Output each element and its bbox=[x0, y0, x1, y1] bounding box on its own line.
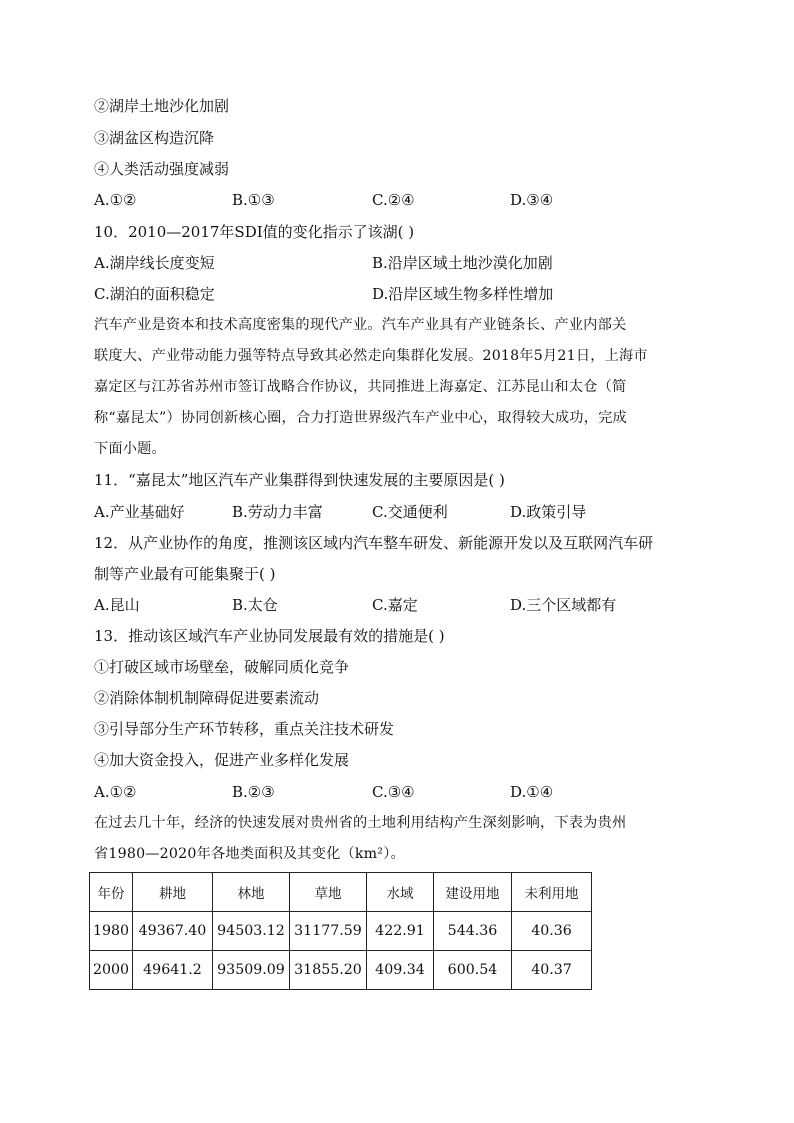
q10-option-a: A.湖岸线长度变短 bbox=[94, 254, 215, 272]
q12-option-a: A.昆山 bbox=[94, 596, 140, 614]
table-cell: 1980 bbox=[90, 912, 133, 951]
option-line-2: ②湖岸土地沙化加剧 bbox=[94, 97, 230, 115]
header-unused: 未利用地 bbox=[512, 873, 592, 912]
q13-option-c: C.③④ bbox=[372, 783, 415, 801]
option-line-3: ③湖盆区构造沉降 bbox=[94, 129, 215, 147]
q12-stem-line2: 制等产业最有可能集聚于( ) bbox=[94, 565, 276, 583]
header-water: 水域 bbox=[367, 873, 434, 912]
land-use-table bbox=[89, 872, 592, 990]
q13-stem: 13．推动该区域汽车产业协同发展最有效的措施是( ) bbox=[94, 627, 445, 645]
passage-line: 在过去几十年，经济的快速发展对贵州省的土地利用结构产生深刻影响，下表为贵州 bbox=[94, 815, 627, 831]
table-cell: 93509.09 bbox=[213, 951, 290, 990]
q12-option-b: B.太仓 bbox=[232, 596, 278, 614]
guizhou-passage bbox=[94, 808, 706, 870]
passage-line: 省1980—2020年各地类面积及其变化（km²）。 bbox=[94, 846, 405, 862]
table-cell: 31177.59 bbox=[290, 912, 367, 951]
q10-option-d: D.沿岸区域生物多样性增加 bbox=[372, 285, 554, 303]
header-forest: 林地 bbox=[213, 873, 290, 912]
q10-option-b: B.沿岸区域土地沙漠化加剧 bbox=[372, 254, 553, 272]
table-cell: 544.36 bbox=[434, 912, 512, 951]
table-cell: 409.34 bbox=[367, 951, 434, 990]
q13-option-d: D.①④ bbox=[510, 783, 554, 801]
table-cell: 40.36 bbox=[512, 912, 592, 951]
header-construction: 建设用地 bbox=[434, 873, 512, 912]
car-industry-passage bbox=[94, 310, 706, 465]
table-header-row bbox=[90, 873, 592, 912]
q9-option-b: B.①③ bbox=[232, 191, 275, 209]
q11-option-c: C.交通便利 bbox=[372, 503, 448, 521]
q13-option-a: A.①② bbox=[94, 783, 137, 801]
table-cell: 40.37 bbox=[512, 951, 592, 990]
q10-stem: 10．2010—2017年SDI值的变化指示了该湖( ) bbox=[94, 223, 415, 241]
q9-option-a: A.①② bbox=[94, 191, 137, 209]
q11-stem: 11．“嘉昆太”地区汽车产业集群得到快速发展的主要原因是( ) bbox=[94, 471, 505, 489]
table-cell: 49641.2 bbox=[133, 951, 213, 990]
q11-option-d: D.政策引导 bbox=[510, 503, 587, 521]
table-cell: 2000 bbox=[90, 951, 133, 990]
q12-option-c: C.嘉定 bbox=[372, 596, 418, 614]
table-cell: 422.91 bbox=[367, 912, 434, 951]
table-cell: 94503.12 bbox=[213, 912, 290, 951]
passage-line: 下面小题。 bbox=[94, 441, 166, 457]
passage-line: 汽车产业是资本和技术高度密集的现代产业。汽车产业具有产业链条长、产业内部关 bbox=[94, 317, 627, 333]
table-cell: 49367.40 bbox=[133, 912, 213, 951]
q9-option-d: D.③④ bbox=[510, 191, 554, 209]
table-cell: 31855.20 bbox=[290, 951, 367, 990]
passage-line: 嘉定区与江苏省苏州市签订战略合作协议，共同推进上海嘉定、江苏昆山和太仓（简 bbox=[94, 379, 627, 395]
header-year: 年份 bbox=[90, 873, 133, 912]
option-line-4: ④人类活动强度减弱 bbox=[94, 160, 230, 178]
header-grassland: 草地 bbox=[290, 873, 367, 912]
q12-stem-line1: 12．从产业协作的角度，推测该区域内汽车整车研发、新能源开发以及互联网汽车研 bbox=[94, 534, 654, 552]
q12-option-d: D.三个区域都有 bbox=[510, 596, 617, 614]
table-row bbox=[90, 912, 592, 951]
passage-line: 联度大、产业带动能力强等特点导致其必然走向集群化发展。2018年5月21日，上海市 bbox=[94, 348, 648, 364]
table-row bbox=[90, 951, 592, 990]
q13-option-b: B.②③ bbox=[232, 783, 275, 801]
q10-option-c: C.湖泊的面积稳定 bbox=[94, 285, 215, 303]
header-cropland: 耕地 bbox=[133, 873, 213, 912]
q9-option-c: C.②④ bbox=[372, 191, 415, 209]
q11-option-a: A.产业基础好 bbox=[94, 503, 185, 521]
q11-option-b: B.劳动力丰富 bbox=[232, 503, 323, 521]
q13-item-3: ③引导部分生产环节转移，重点关注技术研发 bbox=[94, 720, 395, 738]
q13-item-4: ④加大资金投入，促进产业多样化发展 bbox=[94, 751, 350, 769]
q13-item-2: ②消除体制机制障碍促进要素流动 bbox=[94, 689, 320, 707]
q13-item-1: ①打破区域市场壁垒，破解同质化竞争 bbox=[94, 658, 350, 676]
table-cell: 600.54 bbox=[434, 951, 512, 990]
passage-line: 称“嘉昆太”）协同创新核心圈，合力打造世界级汽车产业中心，取得较大成功，完成 bbox=[94, 410, 627, 426]
